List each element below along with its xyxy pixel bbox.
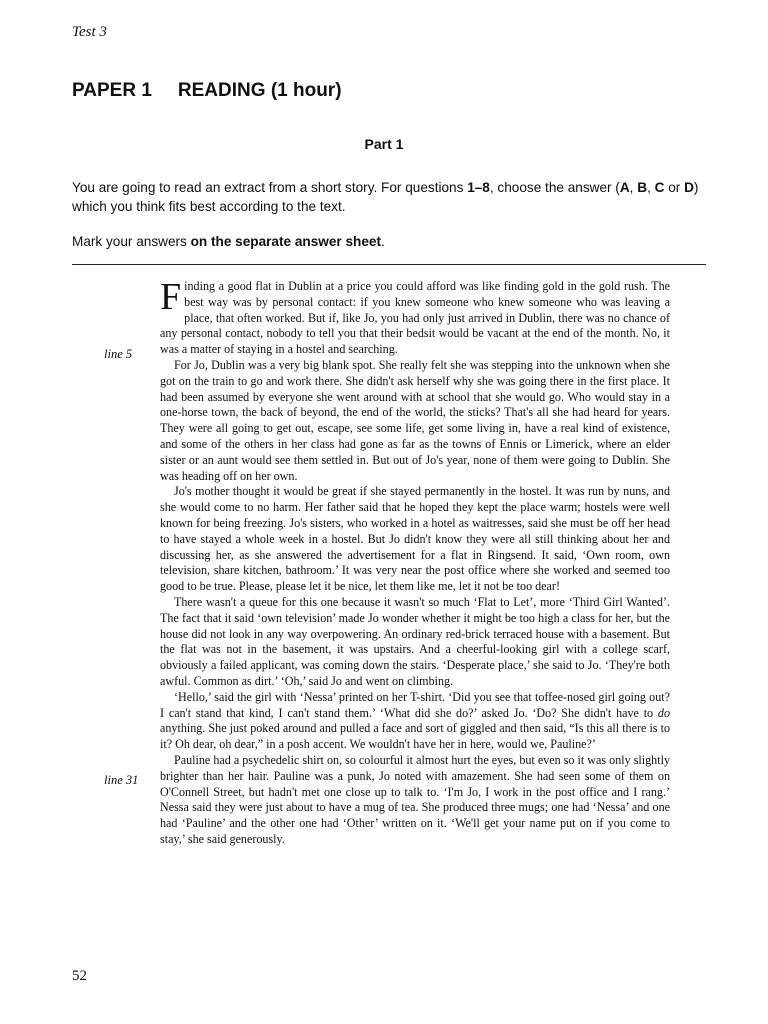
line-marker-31: line 31 (104, 773, 139, 787)
instructions-text: , choose the answer ( (489, 180, 620, 195)
page-number: 52 (72, 968, 87, 984)
separator: or (664, 180, 685, 195)
paragraph-5 (160, 690, 670, 753)
page-title (72, 80, 342, 102)
instructions (72, 178, 706, 216)
line-marker-5: line 5 (104, 347, 133, 361)
paragraph-text: anything. She just poked around and pulled a face and sort of giggled and then said, “Is this all there is to it? Oh dear, oh dear,” in a posh accent. We wouldn't have her in here, would we, Pauline?’ (160, 721, 670, 752)
separator: , (629, 180, 638, 195)
emphasis: do (657, 705, 670, 720)
question-range: 1–8 (467, 180, 490, 195)
note-emphasis: on the separate answer sheet (190, 234, 381, 249)
reading-passage (160, 276, 670, 848)
separator: , (647, 180, 655, 195)
paper-number: PAPER 1 (72, 80, 152, 101)
running-header: Test 3 (72, 24, 107, 40)
instructions-text: ) which you think fits best according to the text. (72, 180, 699, 214)
duration: (1 hour) (270, 80, 342, 101)
answer-sheet-note (72, 234, 385, 249)
part-heading: Part 1 (364, 136, 404, 152)
note-text: . (381, 234, 385, 249)
note-text: Mark your answers (72, 234, 191, 249)
paragraph-1 (160, 276, 670, 358)
paragraph-6: Pauline had a psychedelic shirt on, so colourful it almost hurt the eyes, but even so it was only slightly brighter than her hair. Pauline was a punk, Jo noted with amazement. She had seen some of them on O'Connell Street, but hadn't met one close up to talk to. ‘I'm Jo, I work in the post office and I rang.’ Nessa said they were just about to have a mug of tea. She produced three mugs; one had ‘Nessa’ and one had ‘Pauline’ and the other one had ‘Other’ written on it. ‘We'll get your name put on if you come to stay,’ she said generously. (160, 752, 670, 846)
paragraph-2: For Jo, Dublin was a very big blank spot. She really felt she was stepping into the unknown when she got on the train to go and work there. She didn't ask herself why she was going there in the first place. It had been assumed by everyone she went around with at school that she would go. Who would stay in a one-horse town, the back of beyond, the end of the world, the sticks? That's all she had heard for years. They were all going to get out, escape, see some life, get some living in, have a real kind of existence, and some of the others in her class had gone as far as the towns of Ennis or Limerick, where an elder sister or an aunt would see them settled in. But out of Jo's year, none of them were going to Dublin. She was heading off on her own. (160, 357, 670, 483)
section-name: READING (177, 80, 266, 101)
paragraph-4: There wasn't a queue for this one because it wasn't so much ‘Flat to Let’, more ‘Third Girl Wanted’. The fact that it said ‘own television’ made Jo wonder whether it might be too high a class for her, but the house did not look in any way overpowering. An ordinary red-brick terraced house with a basement. But the flat was not in the basement, it was upstairs. And a cheerful-looking girl with a college scarf, obviously a failed applicant, was coming down the stairs. ‘Desperate place,’ she said to Jo. ‘They're both awful. Common as dirt.’ ‘Oh,’ said Jo and went on climbing. (160, 594, 670, 688)
paragraph-text: ‘Hello,’ said the girl with ‘Nessa’ printed on her T-shirt. ‘Did you see that toffee-nosed girl going out? I can't stand that kind, I can't stand them.’ ‘What did she do?’ asked Jo. ‘Do? She didn't have to (160, 689, 670, 720)
instructions-text: You are going to read an extract from a short story. For questions (72, 180, 468, 195)
option-b: B (637, 180, 648, 195)
paragraph-text: inding a good flat in Dublin at a price you could afford was like finding gold in the gold rush. The best way was by personal contact: if you knew someone who knew someone who was leaving a place, that often worked. But if, like Jo, you had only just arrived in Dublin, there was no chance of any personal contact, nobody to tell you that their bedsit would be vacant at the end of the month. No, it was a matter of staying in a hostel and searching. (160, 279, 670, 357)
paragraph-3: Jo's mother thought it would be great if she stayed permanently in the hostel. It was run by nuns, and she would come to no harm. Her father said that he hoped they kept the place warm; hostels were well known for being freezing. Jo's sisters, who worked in a hotel as waitresses, said she must be off her head to have stayed a whole week in a hostel. But Jo didn't know they were all still thinking about her and discussing her, as she answered the advertisement for a flat in Ringsend. It said, ‘Own room, own television, share kitchen, bathroom.’ It was very near the post office where she worked and seemed too good to be true. Please, please let it be nice, let them like me, let it not be too dear! (160, 484, 670, 594)
section-divider (72, 264, 706, 265)
option-c: C (654, 180, 665, 195)
option-d: D (684, 180, 694, 195)
option-a: A (619, 180, 630, 195)
drop-cap: F (160, 276, 182, 318)
